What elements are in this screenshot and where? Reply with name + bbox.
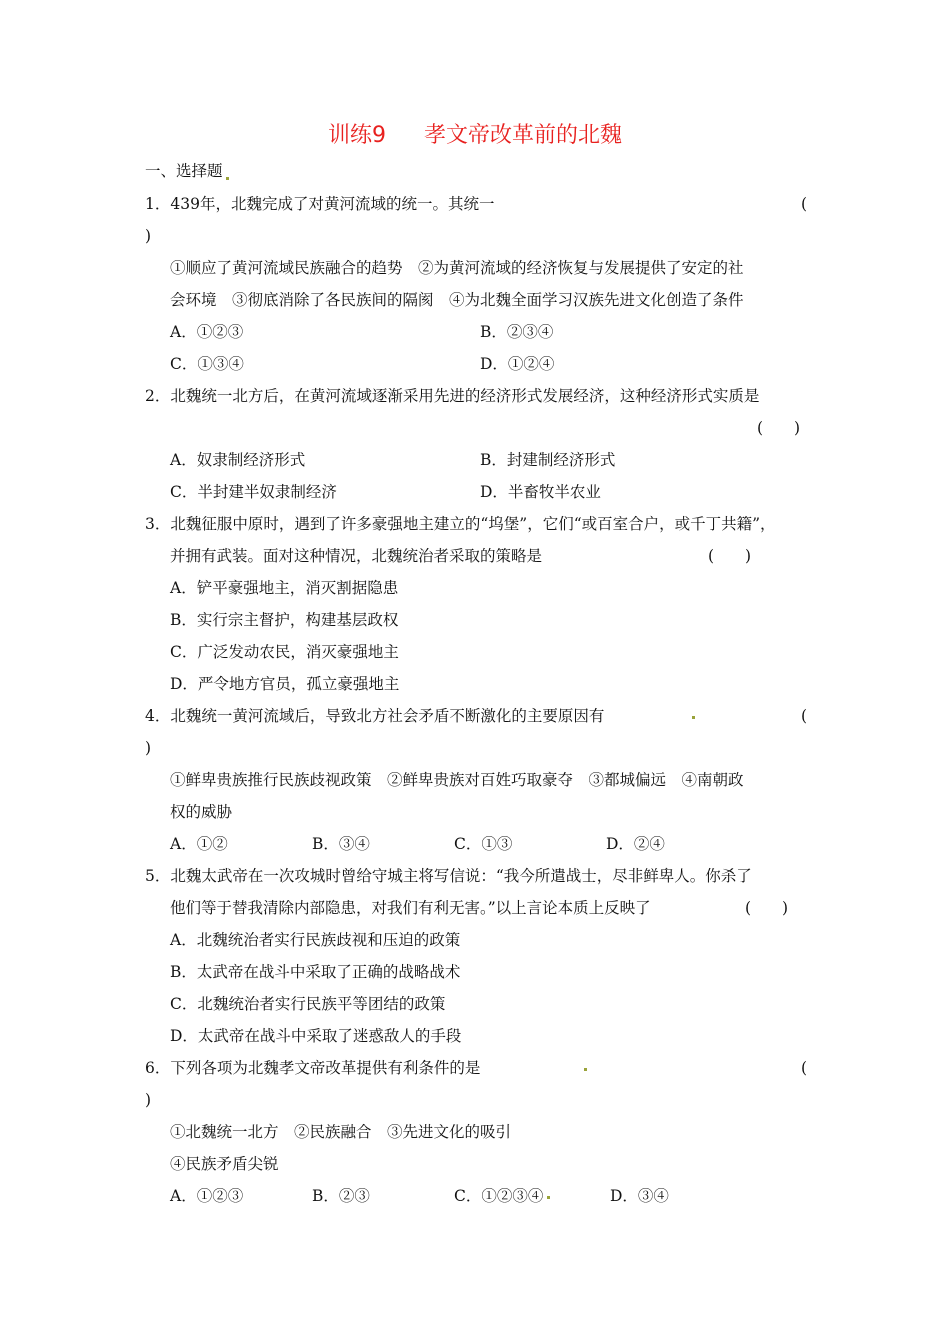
speck-mark	[584, 1068, 587, 1071]
q1-stem: 1．439年，北魏完成了对黄河流域的统一。其统一	[145, 195, 495, 213]
q1-options-line1: ①顺应了黄河流域民族融合的趋势 ②为黄河流域的经济恢复与发展提供了安定的社	[170, 259, 744, 277]
q6-choice-a: A．①②③	[170, 1187, 244, 1205]
q4-options-line2: 权的威胁	[170, 803, 233, 821]
q1-paren-close: )	[145, 227, 152, 245]
q1-choice-b: B．②③④	[480, 323, 554, 341]
title-text: 孝文帝改革前的北魏	[423, 123, 622, 148]
section-heading: 一、选择题	[145, 162, 223, 180]
q6-choice-b: B．②③	[312, 1187, 370, 1205]
q5-choice-b: B．太武帝在战斗中采取了正确的战略战术	[170, 963, 461, 981]
q1-paren-open: (	[801, 195, 808, 213]
q1-choice-d: D．①②④	[480, 355, 555, 373]
q3-choice-d: D．严令地方官员，孤立豪强地主	[170, 675, 400, 693]
q1-options-line2: 会环境 ③彻底消除了各民族间的隔阂 ④为北魏全面学习汉族先进文化创造了条件	[170, 291, 744, 309]
speck-mark	[547, 1196, 550, 1199]
q6-paren-close: )	[145, 1091, 152, 1109]
q3-stem-line2: 并拥有武装。面对这种情况，北魏统治者采取的策略是	[170, 547, 543, 565]
q2-choice-b: B．封建制经济形式	[480, 451, 616, 469]
q6-options-line1: ①北魏统一北方 ②民族融合 ③先进文化的吸引	[170, 1123, 512, 1141]
q5-stem-line1: 5．北魏太武帝在一次攻城时曾给守城主将写信说：“我今所遣战士，尽非鲜卑人。你杀了	[145, 867, 752, 885]
q6-choice-c: C．①②③④	[454, 1187, 544, 1205]
q3-choice-b: B．实行宗主督护，构建基层政权	[170, 611, 399, 629]
q4-options-line1: ①鲜卑贵族推行民族歧视政策 ②鲜卑贵族对百姓巧取豪夺 ③都城偏远 ④南朝政	[170, 771, 744, 789]
q2-choice-d: D．半畜牧半农业	[480, 483, 601, 501]
q4-stem: 4．北魏统一黄河流域后，导致北方社会矛盾不断激化的主要原因有	[145, 707, 605, 725]
q3-stem-line1: 3．北魏征服中原时，遇到了许多豪强地主建立的“坞堡”，它们“或百室合户，或千丁共籍”，	[145, 515, 776, 533]
q5-choice-a: A．北魏统治者实行民族歧视和压迫的政策	[170, 931, 461, 949]
q5-choice-c: C．北魏统治者实行民族平等团结的政策	[170, 995, 446, 1013]
q6-options-line2: ④民族矛盾尖锐	[170, 1155, 279, 1173]
q4-choice-a: A．①②	[170, 835, 228, 853]
title-number: 训练9	[327, 123, 386, 148]
q5-choice-d: D．太武帝在战斗中采取了迷惑敌人的手段	[170, 1027, 462, 1045]
q2-answer-paren: ( )	[757, 419, 801, 437]
speck-mark	[226, 177, 229, 180]
q2-stem: 2．北魏统一北方后，在黄河流域逐渐采用先进的经济形式发展经济，这种经济形式实质是	[145, 387, 760, 405]
q3-choice-c: C．广泛发动农民，消灭豪强地主	[170, 643, 399, 661]
q5-stem-line2: 他们等于替我清除内部隐患，对我们有利无害。”以上言论本质上反映了	[170, 899, 651, 917]
q5-answer-paren: ( )	[745, 899, 789, 917]
q1-choice-c: C．①③④	[170, 355, 244, 373]
q6-stem: 6．下列各项为北魏孝文帝改革提供有利条件的是	[145, 1059, 481, 1077]
speck-mark	[692, 716, 695, 719]
q4-choice-d: D．②④	[606, 835, 665, 853]
q4-choice-b: B．③④	[312, 835, 370, 853]
q6-choice-d: D．③④	[610, 1187, 669, 1205]
q1-choice-a: A．①②③	[170, 323, 244, 341]
q2-choice-c: C．半封建半奴隶制经济	[170, 483, 337, 501]
q4-paren-close: )	[145, 739, 152, 757]
q3-choice-a: A．铲平豪强地主，消灭割据隐患	[170, 579, 399, 597]
q2-choice-a: A．奴隶制经济形式	[170, 451, 306, 469]
q3-answer-paren: ( )	[708, 547, 752, 565]
page-title	[0, 118, 950, 149]
q4-paren-open: (	[801, 707, 808, 725]
q4-choice-c: C．①③	[454, 835, 513, 853]
q6-paren-open: (	[801, 1059, 808, 1077]
